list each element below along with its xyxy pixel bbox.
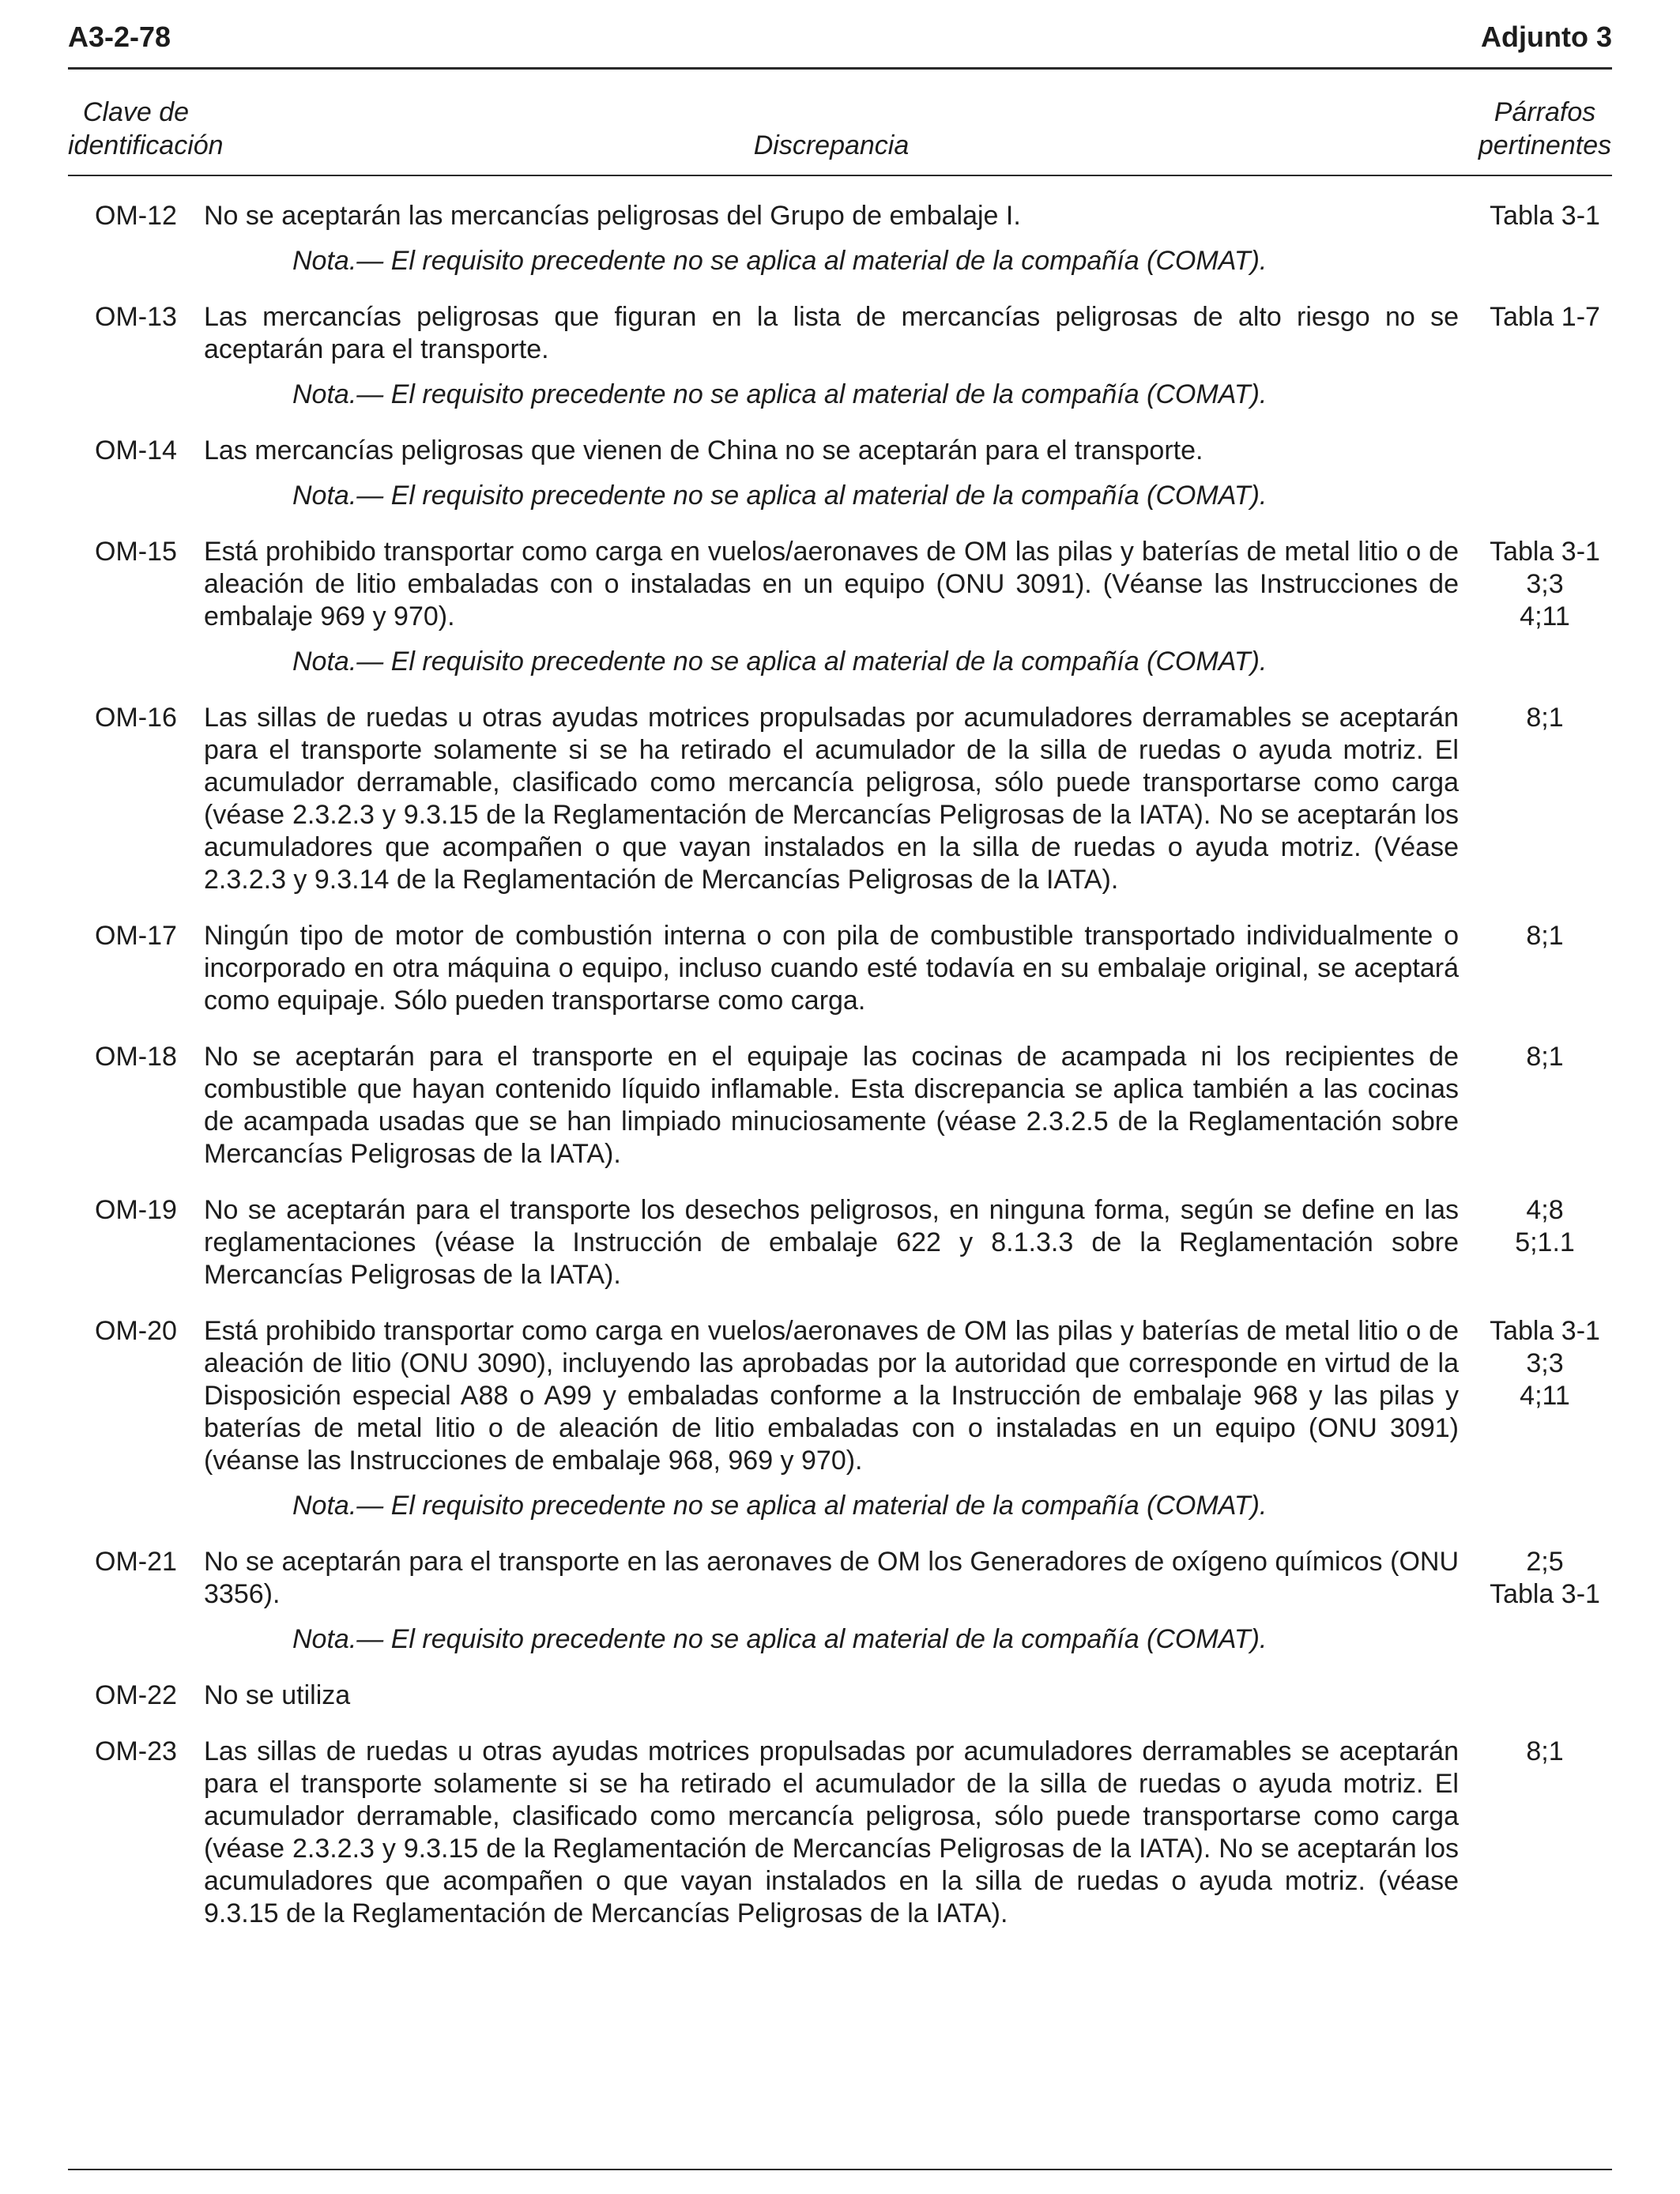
column-header-refs-line2: pertinentes <box>1478 130 1612 160</box>
column-header-discrepancy-label: Discrepancia <box>753 130 910 160</box>
row-body <box>204 1736 1478 1930</box>
row-id: OM-12 <box>95 201 177 232</box>
row-body <box>204 1546 1478 1656</box>
row-refs <box>1478 1041 1612 1171</box>
ref-value: 2;5 <box>1526 1547 1564 1578</box>
row-id: OM-17 <box>95 921 177 952</box>
row-body <box>204 702 1478 896</box>
row-discrepancy: No se aceptarán para el transporte en el equipaje las cocinas de acampada ni los recipientes de combustible que hayan contenido líquido inflamable. Esta discrepancia se aplica también a las cocinas de acampada usadas que se han limpiado minuciosamente (véase 2.3.2.5 de la Reglamentación sobre Mercancías Peligrosas de la IATA). <box>204 1042 1459 1170</box>
ref-value: 3;3 <box>1526 569 1564 600</box>
table-row <box>68 301 1612 411</box>
row-discrepancy: Las sillas de ruedas u otras ayudas motrices propulsadas por acumuladores derramables se aceptarán para el transporte solamente si se ha retirado el acumulador de la silla de ruedas o ayuda motriz. El acumulador derramable, clasificado como mercancía peligrosa, sólo puede transportarse como carga (véase 2.3.2.3 y 9.3.15 de la Reglamentación de Mercancías Peligrosas de la IATA). No se aceptarán los acumuladores que acompañen o que vayan instalados en la silla de ruedas o ayuda motriz. (véase 9.3.15 de la Reglamentación de Mercancías Peligrosas de la IATA). <box>204 1736 1459 1929</box>
table-row <box>68 920 1612 1017</box>
table-row <box>68 1546 1612 1656</box>
row-discrepancy: No se aceptarán para el transporte en las aeronaves de OM los Generadores de oxígeno químicos (ONU 3356). <box>204 1547 1459 1610</box>
row-note: Nota.— El requisito precedente no se aplica al material de la compañía (COMAT). <box>292 246 1268 277</box>
row-body <box>204 1679 1478 1712</box>
ref-value: 8;1 <box>1526 703 1564 733</box>
row-refs <box>1478 301 1612 411</box>
row-refs <box>1478 920 1612 1017</box>
column-header-id-line1: Clave de <box>82 97 190 128</box>
row-refs <box>1478 702 1612 896</box>
row-discrepancy: Las mercancías peligrosas que vienen de China no se aceptarán para el transporte. <box>204 435 1203 466</box>
bottom-rule <box>68 2169 1612 2170</box>
row-id: OM-13 <box>95 302 177 333</box>
ref-value: 8;1 <box>1526 1042 1564 1072</box>
ref-value: 4;11 <box>1520 601 1570 632</box>
row-body <box>204 301 1478 411</box>
row-discrepancy: No se aceptarán para el transporte los desechos peligrosos, en ninguna forma, según se define en las reglamentaciones (véase la Instrucción de embalaje 622 y 8.1.3.3 de la Reglamentación sobre Mercancías Peligrosas de la IATA). <box>204 1195 1459 1291</box>
table-row <box>68 1194 1612 1291</box>
row-note: Nota.— El requisito precedente no se aplica al material de la compañía (COMAT). <box>292 647 1268 677</box>
row-note: Nota.— El requisito precedente no se aplica al material de la compañía (COMAT). <box>292 481 1268 511</box>
row-refs <box>1478 1315 1612 1522</box>
ref-value: 4;8 <box>1526 1195 1564 1226</box>
table-row <box>68 1041 1612 1171</box>
ref-value: Tabla 1-7 <box>1490 302 1600 333</box>
ref-value: 5;1.1 <box>1515 1227 1575 1258</box>
table-row <box>68 1315 1612 1522</box>
column-header-refs <box>1478 96 1612 162</box>
row-discrepancy: No se aceptarán las mercancías peligrosas del Grupo de embalaje I. <box>204 201 1021 232</box>
row-discrepancy: Las sillas de ruedas u otras ayudas motrices propulsadas por acumuladores derramables se aceptarán para el transporte solamente si se ha retirado el acumulador de la silla de ruedas o ayuda motriz. El acumulador derramable, clasificado como mercancía peligrosa, sólo puede transportarse como carga (véase 2.3.2.3 y 9.3.15 de la Reglamentación de Mercancías Peligrosas de la IATA). No se aceptarán los acumuladores que acompañen o que vayan instalados en la silla de ruedas o ayuda motriz. (Véase 2.3.2.3 y 9.3.14 de la Reglamentación de Mercancías Peligrosas de la IATA). <box>204 703 1459 895</box>
row-refs <box>1478 536 1612 678</box>
row-refs <box>1478 1194 1612 1291</box>
column-header-id <box>68 96 224 162</box>
row-body <box>204 920 1478 1017</box>
row-discrepancy: Las mercancías peligrosas que figuran en la lista de mercancías peligrosas de alto riesgo no se aceptarán para el transporte. <box>204 302 1459 365</box>
row-id: OM-14 <box>95 435 177 466</box>
row-refs <box>1478 1546 1612 1656</box>
row-body <box>204 536 1478 678</box>
column-header-refs-line1: Párrafos <box>1494 97 1596 128</box>
page-header <box>68 21 1612 70</box>
row-discrepancy: Está prohibido transportar como carga en vuelos/aeronaves de OM las pilas y baterías de metal litio o de aleación de litio embaladas con o instaladas en un equipo (ONU 3091). (Véanse las Instrucciones de embalaje 969 y 970). <box>204 537 1459 632</box>
table-column-headers <box>68 96 1612 176</box>
ref-value: Tabla 3-1 <box>1490 1316 1600 1347</box>
table-row <box>68 1679 1612 1712</box>
ref-value: 3;3 <box>1526 1348 1564 1379</box>
row-discrepancy: No se utiliza <box>204 1680 351 1711</box>
row-id: OM-20 <box>95 1316 177 1347</box>
row-id: OM-23 <box>95 1736 177 1767</box>
row-body <box>204 1194 1478 1291</box>
table-body <box>68 200 1612 1930</box>
table-row <box>68 1736 1612 1930</box>
ref-value: 8;1 <box>1526 1736 1564 1767</box>
ref-value: Tabla 3-1 <box>1490 1579 1600 1610</box>
row-refs <box>1478 1679 1612 1712</box>
row-body <box>204 435 1478 512</box>
ref-value: 4;11 <box>1520 1381 1570 1412</box>
row-id: OM-22 <box>95 1680 177 1711</box>
table-row <box>68 536 1612 678</box>
row-refs <box>1478 200 1612 277</box>
row-discrepancy: Ningún tipo de motor de combustión interna o con pila de combustible transportado individualmente o incorporado en otra máquina o equipo, incluso cuando esté todavía en su embalaje original, se aceptará como equipaje. Sólo pueden transportarse como carga. <box>204 921 1459 1016</box>
ref-value: 8;1 <box>1526 921 1564 952</box>
row-id: OM-21 <box>95 1547 177 1578</box>
row-body <box>204 1315 1478 1522</box>
row-note: Nota.— El requisito precedente no se aplica al material de la compañía (COMAT). <box>292 379 1268 410</box>
row-id: OM-16 <box>95 703 177 733</box>
row-body <box>204 200 1478 277</box>
row-discrepancy: Está prohibido transportar como carga en vuelos/aeronaves de OM las pilas y baterías de metal litio o de aleación de litio (ONU 3090), incluyendo las aprobadas por la autoridad que corresponde en virtud de la Disposición especial A88 o A99 y embaladas conforme a la Instrucción de embalaje 968 y las pilas y baterías de metal litio o de aleación de litio embaladas con o instaladas en un equipo (ONU 3091) (véanse las Instrucciones de embalaje 968, 969 y 970). <box>204 1316 1459 1476</box>
table-row <box>68 200 1612 277</box>
column-header-discrepancy <box>204 130 1478 162</box>
column-header-id-line2: identificación <box>68 130 224 160</box>
page-number: A3-2-78 <box>68 21 171 53</box>
row-id: OM-18 <box>95 1042 177 1072</box>
row-id: OM-19 <box>95 1195 177 1226</box>
table-row <box>68 702 1612 896</box>
row-id: OM-15 <box>95 537 177 567</box>
ref-value: Tabla 3-1 <box>1490 537 1600 567</box>
row-note: Nota.— El requisito precedente no se aplica al material de la compañía (COMAT). <box>292 1624 1268 1655</box>
row-note: Nota.— El requisito precedente no se aplica al material de la compañía (COMAT). <box>292 1491 1268 1521</box>
row-refs <box>1478 435 1612 512</box>
ref-value: Tabla 3-1 <box>1490 201 1600 232</box>
table-row <box>68 435 1612 512</box>
row-body <box>204 1041 1478 1171</box>
attachment-title: Adjunto 3 <box>1481 21 1612 53</box>
row-refs <box>1478 1736 1612 1930</box>
